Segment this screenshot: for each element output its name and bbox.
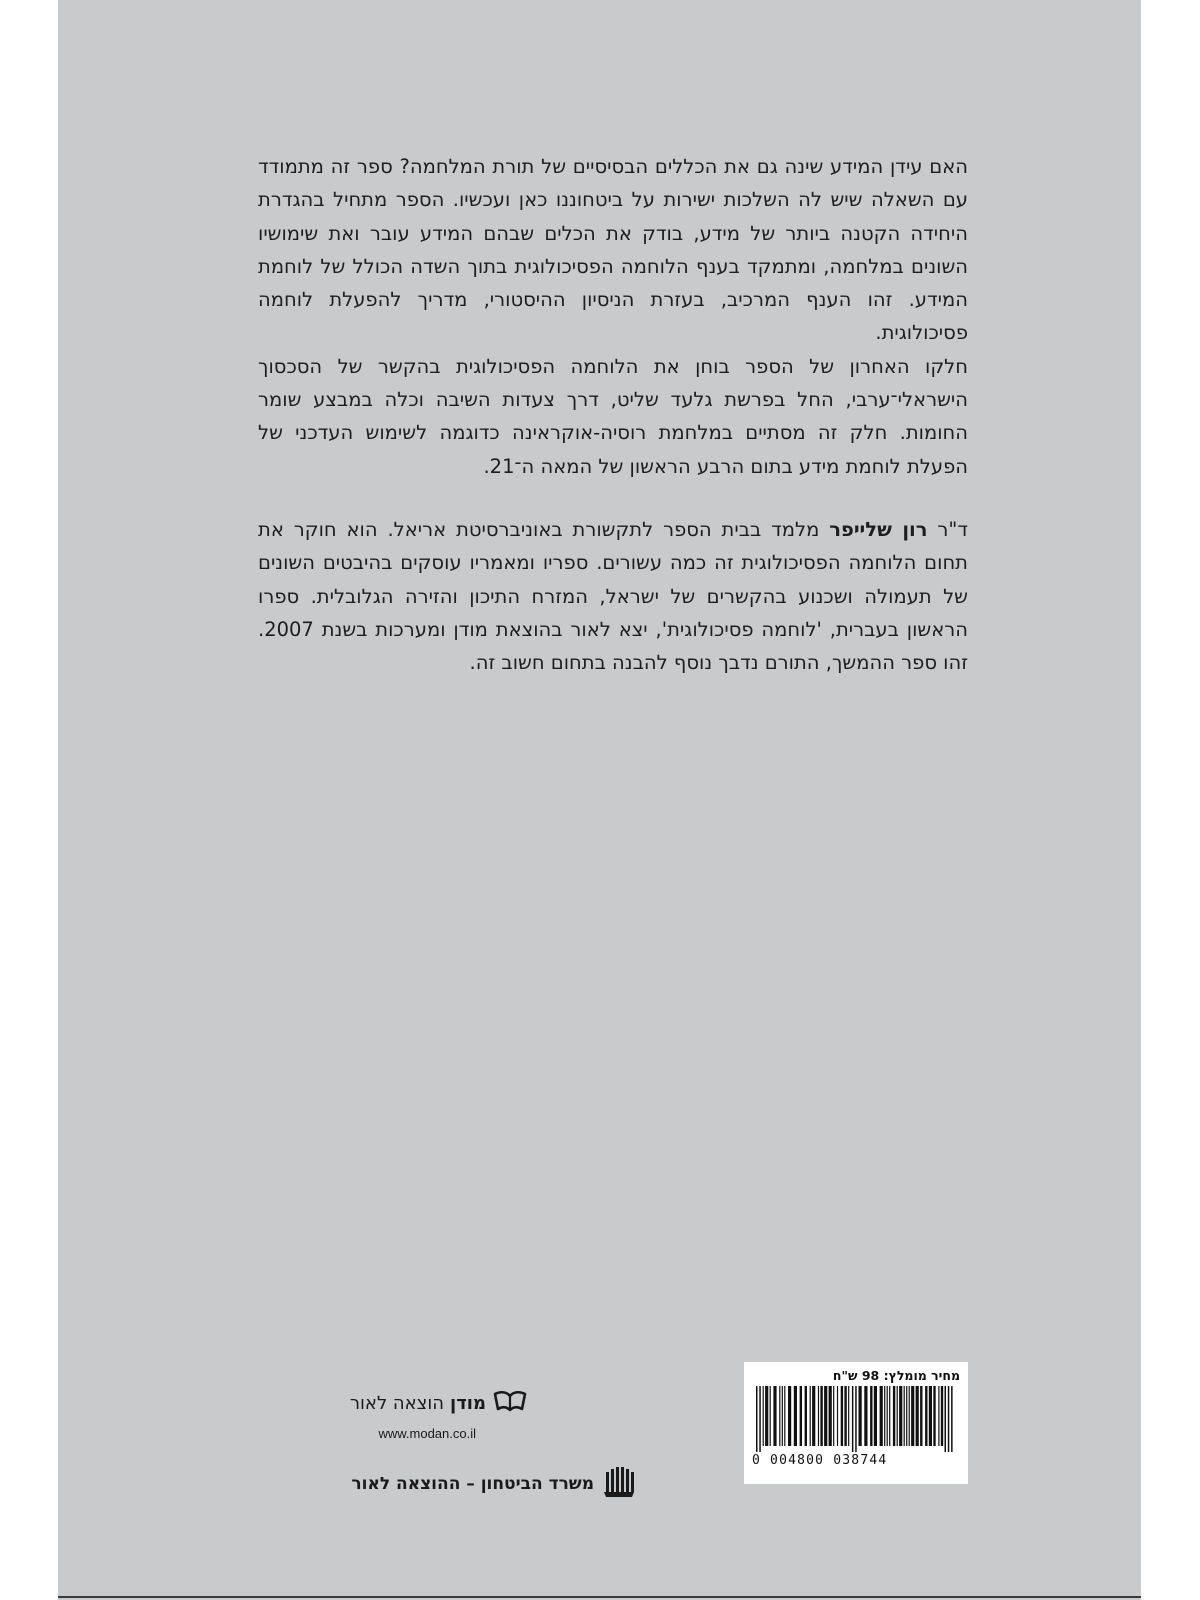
barcode-bar	[756, 1386, 758, 1452]
barcode-bar	[909, 1386, 910, 1446]
barcode-bar	[824, 1386, 827, 1446]
barcode-bar	[925, 1386, 927, 1446]
barcode-bar	[904, 1386, 905, 1446]
barcode-bar	[938, 1386, 939, 1446]
barcode-bar	[887, 1386, 888, 1446]
book-blurb	[258, 150, 968, 679]
modan-subtitle: הוצאה לאור	[349, 1392, 445, 1414]
barcode-bar	[911, 1386, 914, 1446]
barcode-bar	[874, 1386, 877, 1446]
barcode-bar	[948, 1386, 950, 1452]
barcode	[752, 1386, 958, 1452]
ministry-row	[351, 1466, 636, 1502]
barcode-bar	[864, 1386, 867, 1446]
barcode-bar	[788, 1386, 791, 1446]
barcode-bar	[812, 1386, 815, 1446]
barcode-bar	[779, 1386, 780, 1446]
barcode-bar	[899, 1386, 902, 1446]
barcode-bar	[820, 1386, 822, 1446]
barcode-digits: 0 004800 038744	[752, 1453, 888, 1468]
barcode-bar	[833, 1386, 834, 1446]
barcode-bar	[852, 1386, 854, 1452]
barcode-bar	[794, 1386, 797, 1446]
barcode-bar	[929, 1386, 932, 1446]
barcode-bar	[848, 1386, 849, 1446]
barcode-bar	[805, 1386, 807, 1446]
barcode-bar	[945, 1386, 947, 1452]
barcode-bar	[870, 1386, 872, 1446]
author-name: רון שלייפר	[829, 517, 928, 541]
modan-logo-row	[350, 1390, 528, 1416]
price-label: מחיר מומלץ: 98 ש"ח	[832, 1368, 960, 1383]
barcode-bar	[951, 1386, 953, 1452]
barcode-bar	[763, 1386, 764, 1446]
barcode-bar	[884, 1386, 885, 1446]
author-title: ד"ר	[927, 517, 968, 541]
barcode-bar	[829, 1386, 832, 1446]
barcode-bar	[906, 1386, 907, 1446]
price-barcode-box	[744, 1362, 968, 1484]
ministry-emblem-icon	[602, 1466, 636, 1502]
barcode-bar	[800, 1386, 802, 1446]
barcode-bar	[889, 1386, 890, 1446]
author-bio	[258, 513, 968, 679]
barcode-bar	[920, 1386, 922, 1446]
blurb-paragraph-2: חלקו האחרון של הספר בוחן את הלוחמה הפסיכולוגית בהקשר של הסכסוך הישראלי־ערבי, החל בפרשת גלעד שליט, דרך צעדות השיבה וכלה במבצע שומר החומות. חלק זה מסתיים במלחמת רוסיה-אוקראינה כדוגמה לשימוש העדכני של הפעלת לוחמת מידע בתום הרבע הראשון של המאה ה־21.	[258, 354, 968, 478]
publisher-url: www.modan.co.il	[378, 1426, 476, 1441]
barcode-bar	[897, 1386, 898, 1446]
barcode-bar	[859, 1386, 862, 1446]
cover-edge-line	[58, 1596, 1141, 1598]
barcode-bar	[941, 1386, 943, 1446]
ministry-text: משרד הביטחון – ההוצאה לאור	[351, 1474, 594, 1494]
barcode-bar	[770, 1386, 771, 1446]
barcode-bar	[784, 1386, 785, 1446]
barcode-bar	[765, 1386, 768, 1446]
barcode-bar	[880, 1386, 883, 1446]
barcode-bar	[773, 1386, 776, 1446]
barcode-bar	[933, 1386, 935, 1446]
barcode-bar	[818, 1386, 819, 1446]
barcode-bar	[810, 1386, 811, 1446]
barcode-bar	[893, 1386, 895, 1446]
modan-name: מודן	[450, 1392, 486, 1414]
barcode-bar	[855, 1386, 857, 1452]
barcode-bar	[759, 1386, 761, 1452]
blurb-paragraph-1: האם עידן המידע שינה גם את הכללים הבסיסיים של תורת המלחמה? ספר זה מתמודד עם השאלה שיש לה השלכות ישירות על ביטחוננו כאן ועכשיו. הספר מתחיל בהגדרת היחידה הקטנה ביותר של מידע, בודק את הכלים שבהם המידע עובר ואת שימושיו השונים במלחמה, ומתמקד בענף הלוחמה הפסיכולוגית בתוך השדה הכולל של לוחמת המידע. זהו הענף המרכיב, בעזרת הניסיון ההיסטורי, מדריך להפעלת לוחמה פסיכולוגית.	[258, 155, 968, 345]
barcode-bar	[916, 1386, 919, 1446]
barcode-bar	[782, 1386, 783, 1446]
publisher-block	[280, 1390, 660, 1520]
barcode-bar	[837, 1386, 838, 1446]
barcode-bar	[841, 1386, 843, 1446]
author-bio-text: מלמד בבית הספר לתקשורת באוניברסיטת אריאל. הוא חוקר את תחום הלוחמה הפסיכולוגית זה כמה עשורים. ספריו ומאמריו עוסקים בהיבטים השונים של תעמולה ושכנוע בהקשרים של ישראל, המזרח התיכון והזירה הגלובלית. ספרו הראשון בעברית, 'לוחמה פסיכולוגית', יצא לאור בהוצאת מודן ומערכות בשנת 2007. זהו ספר ההמשך, התורם נדבך נוסף להבנה בתחום חשוב זה.	[258, 517, 968, 675]
modan-book-icon	[492, 1390, 528, 1416]
barcode-bar	[844, 1386, 846, 1446]
